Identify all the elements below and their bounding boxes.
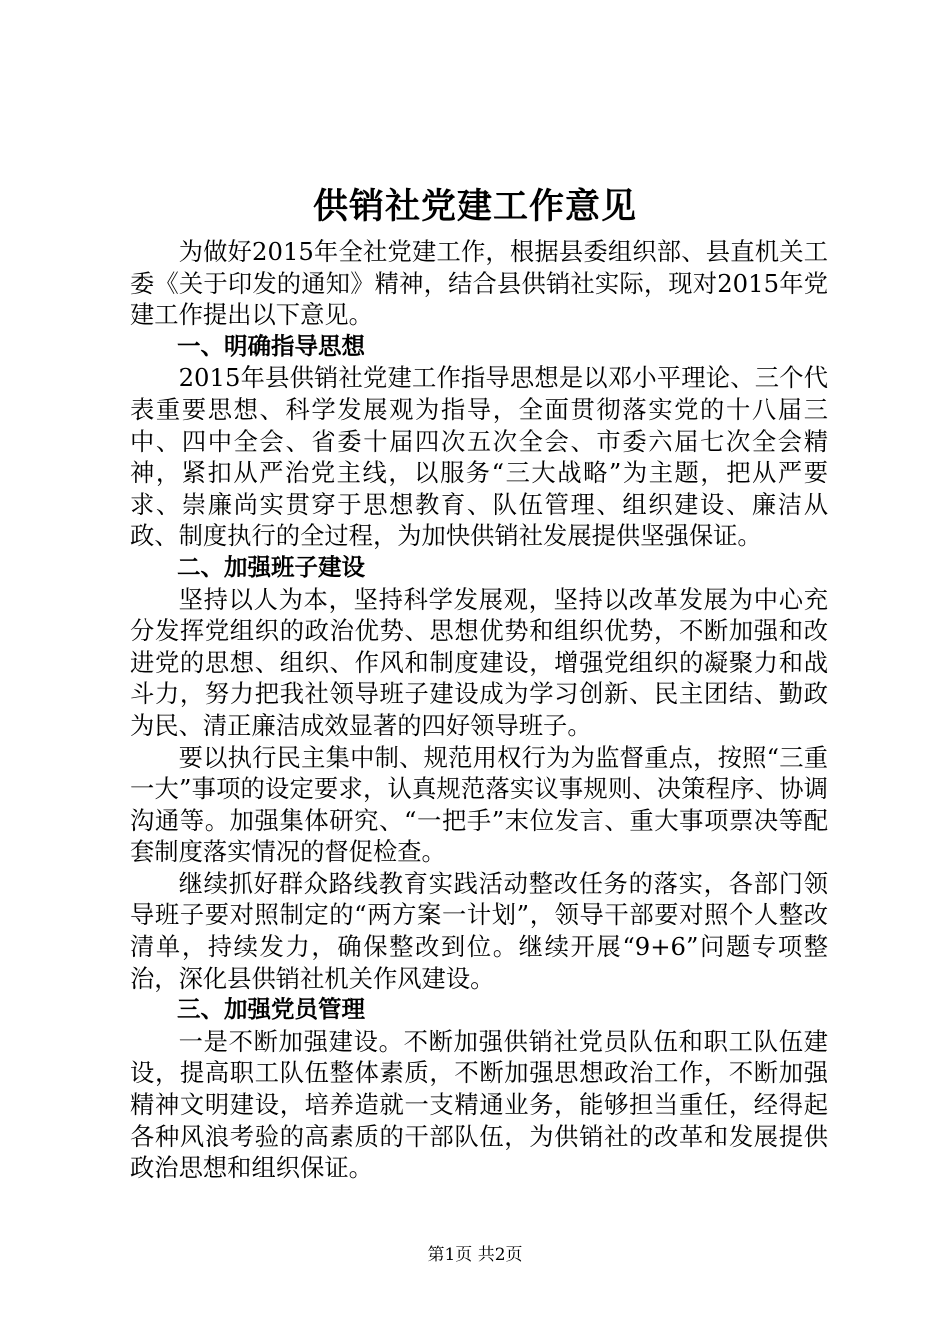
section-3-paragraph-1: 一是不断加强建设。不断加强供销社党员队伍和职工队伍建设，提高职工队伍整体素质，不断加强思想政治工作，不断加强精神文明建设，培养造就一支精通业务，能够担当重任，经得起各种风浪考验的高素质的干部队伍，为供销社的改革和发展提供政治思想和组织保证。 [130,1026,828,1183]
section-2-paragraph-1: 坚持以人为本，坚持科学发展观，坚持以改革发展为中心充分发挥党组织的政治优势、思想优势和组织优势，不断加强和改进党的思想、组织、作风和制度建设，增强党组织的凝聚力和战斗力，努力把我社领导班子建设成为学习创新、民主团结、勤政为民、清正廉洁成效显著的四好领导班子。 [130,584,828,740]
section-heading-3: 三、加强党员管理 [177,995,365,1024]
section-1-paragraph: 2015年县供销社党建工作指导思想是以邓小平理论、三个代表重要思想、科学发展观为指导，全面贯彻落实党的十八届三中、四中全会、省委十届四次五次全会、市委六届七次全会精神，紧扣从严治党主线，以服务“三大战略”为主题，把从严要求、崇廉尚实贯穿于思想教育、队伍管理、组织建设、廉洁从政、制度执行的全过程，为加快供销社发展提供坚强保证。 [130,363,828,551]
page-footer: 第1页 共2页 [427,1245,523,1265]
section-2-paragraph-2: 要以执行民主集中制、规范用权行为为监督重点，按照“三重一大”事项的设定要求，认真规范落实议事规则、决策程序、协调沟通等。加强集体研究、“一把手”末位发言、重大事项票决等配套制度落实情况的督促检查。 [130,742,828,867]
intro-paragraph: 为做好2015年全社党建工作，根据县委组织部、县直机关工委《关于印发的通知》精神，结合县供销社实际，现对2015年党建工作提出以下意见。 [130,237,828,330]
document-body [130,236,828,1184]
section-heading-2: 二、加强班子建设 [177,552,365,581]
section-2-paragraph-3: 继续抓好群众路线教育实践活动整改任务的落实，各部门领导班子要对照制定的“两方案一计划”，领导干部要对照个人整改清单，持续发力，确保整改到位。继续开展“9+6”问题专项整治，深化县供销社机关作风建设。 [130,868,828,993]
section-heading-1: 一、明确指导思想 [177,331,365,360]
document-title: 供销社党建工作意见 [312,186,637,227]
